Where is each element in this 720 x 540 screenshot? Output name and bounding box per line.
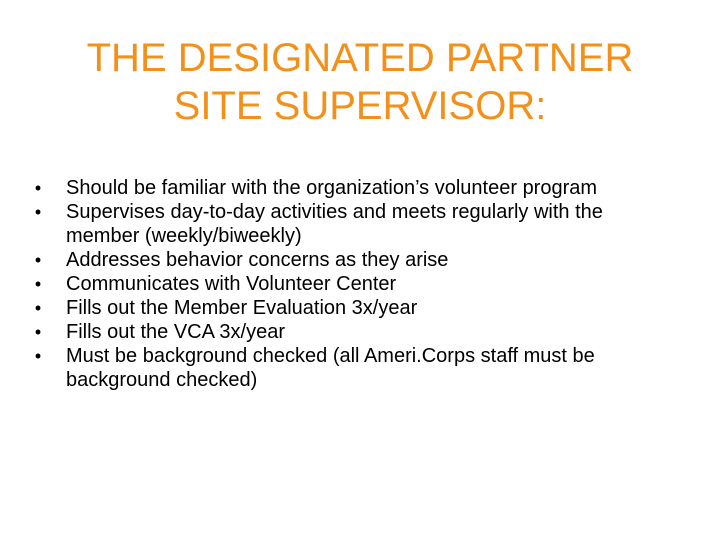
bullet-text: Must be background checked (all Ameri.Corps staff must be background checked) [66,345,595,391]
slide-title [40,34,680,130]
bullet-text: Fills out the VCA 3x/year [66,321,285,343]
bullet-icon: • [34,178,42,198]
bullet-item [28,248,678,272]
bullet-text: Should be familiar with the organization’s volunteer program [66,177,598,199]
bullet-icon: • [34,202,42,222]
bullet-item [28,176,678,200]
bullet-icon: • [34,298,42,318]
bullet-text: Supervises day-to-day activities and meets regularly with the member (weekly/biweekly) [66,201,603,247]
bullet-text: Fills out the Member Evaluation 3x/year [66,297,418,319]
bullet-item [28,296,678,320]
bullet-icon: • [34,346,42,366]
title-line-2: SITE SUPERVISOR: [173,84,547,128]
bullet-item [28,344,678,392]
bullet-text: Communicates with Volunteer Center [66,273,397,295]
title-line-1: THE DESIGNATED PARTNER [86,36,634,80]
bullet-item [28,320,678,344]
bullet-item [28,272,678,296]
bullet-icon: • [34,250,42,270]
bullet-text: Addresses behavior concerns as they arise [66,249,449,271]
bullet-icon: • [34,322,42,342]
bullet-list [28,176,678,392]
bullet-icon: • [34,274,42,294]
bullet-item [28,200,678,248]
